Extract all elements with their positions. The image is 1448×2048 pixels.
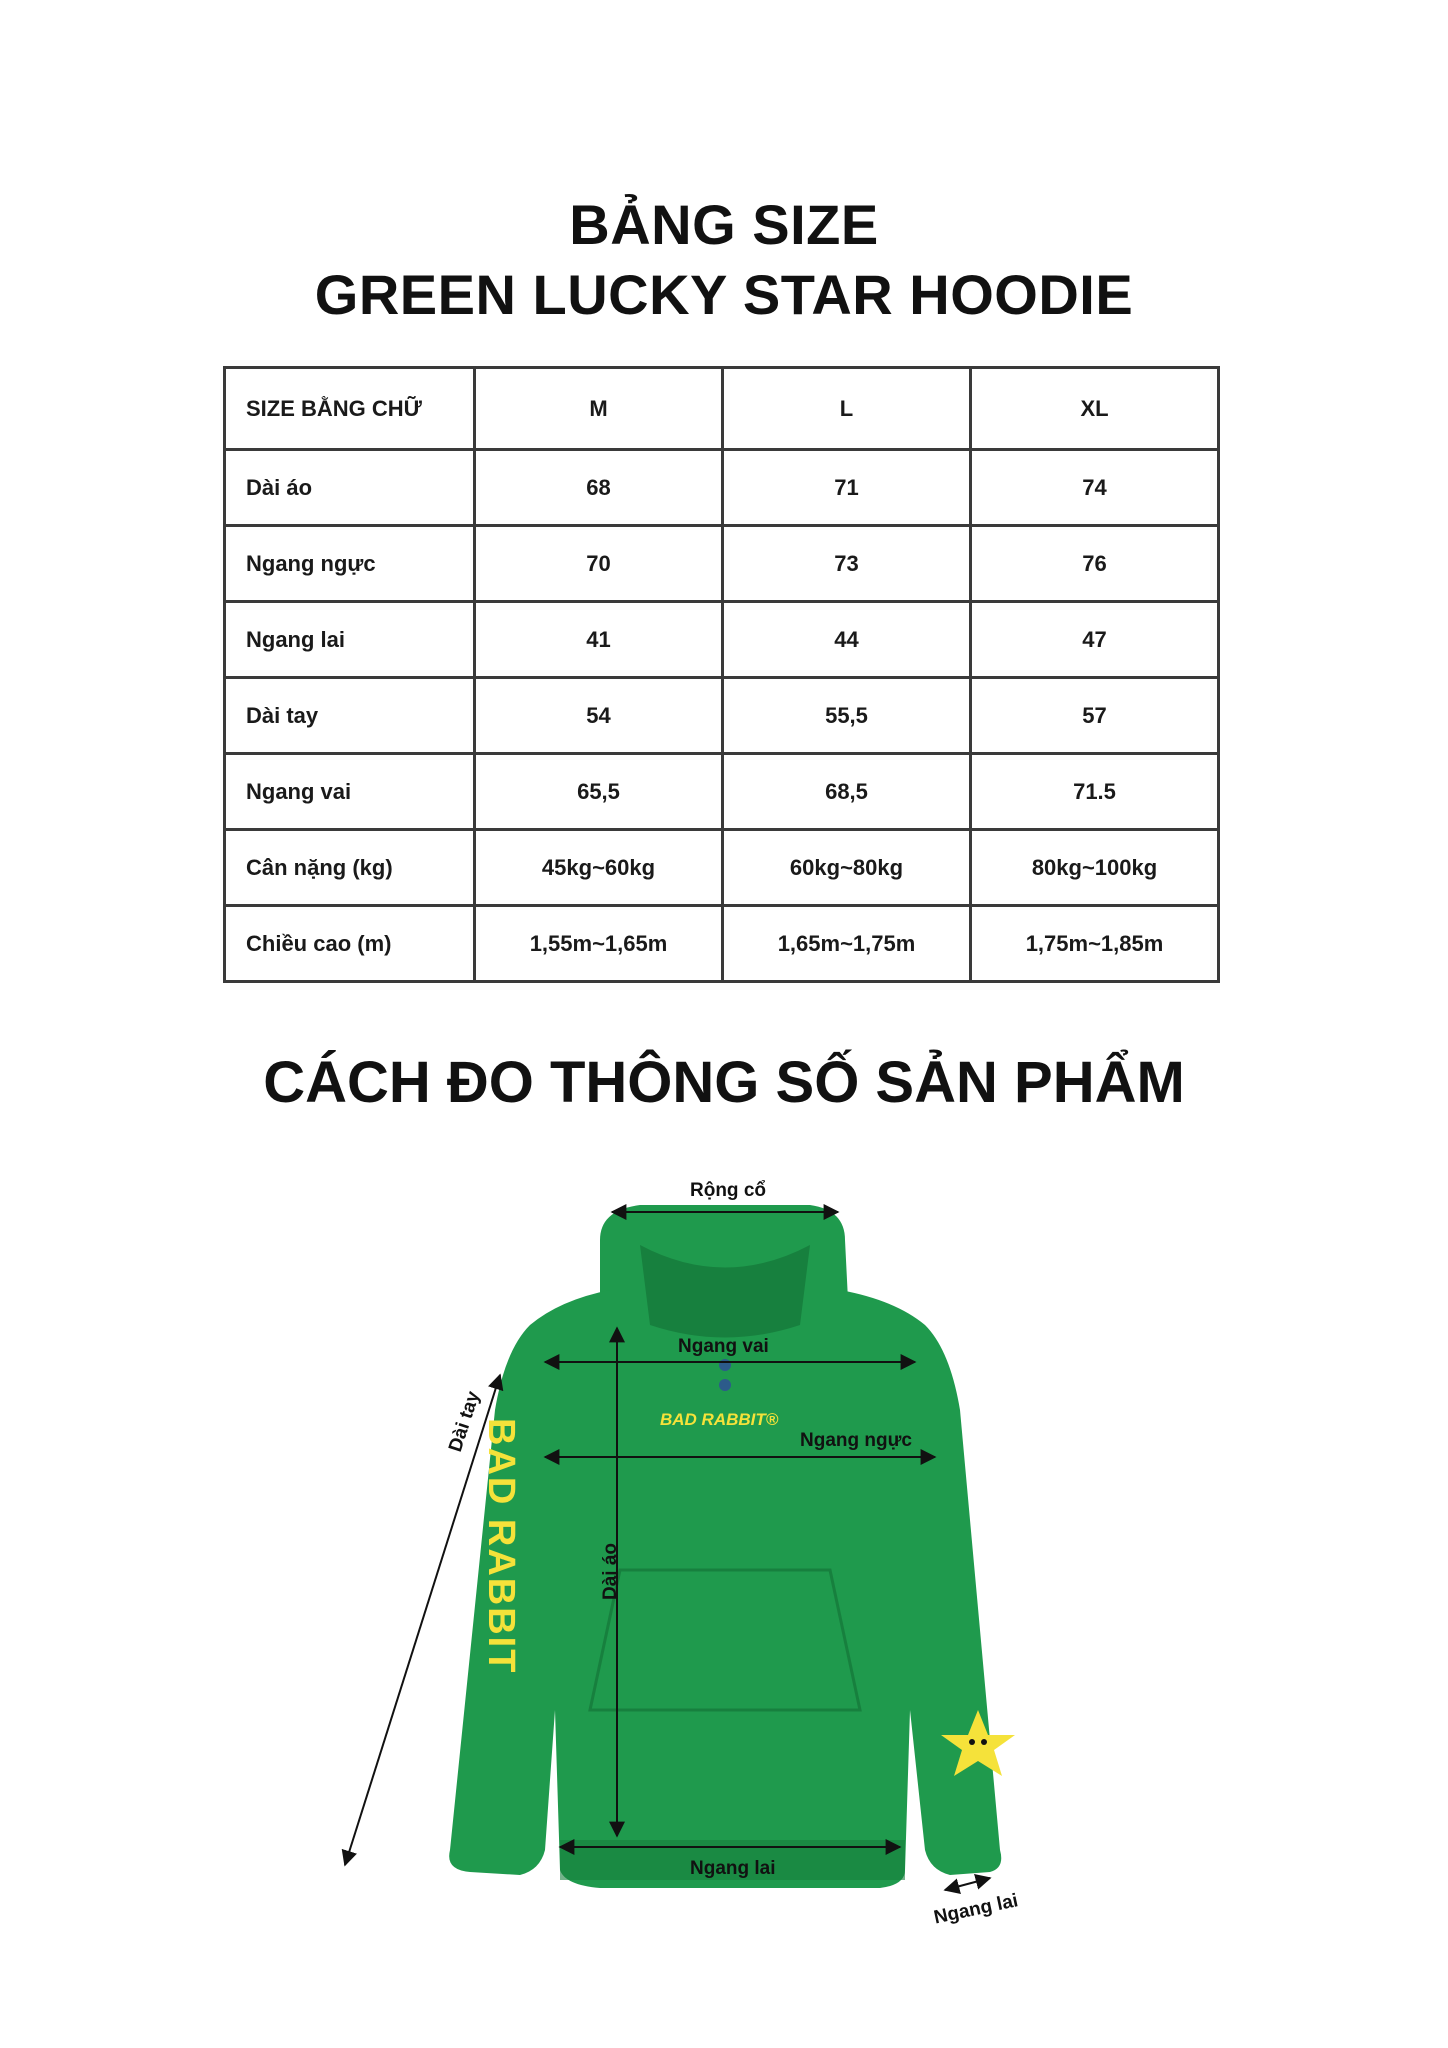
table-cell: 71.5 (971, 754, 1219, 830)
hoodie-illustration (0, 1150, 1448, 1950)
title-line-1: BẢNG SIZE (569, 193, 879, 256)
row-label: Chiều cao (m) (225, 906, 475, 982)
table-cell: 54 (475, 678, 723, 754)
table-row (225, 830, 1219, 906)
table-cell: 55,5 (723, 678, 971, 754)
snap-button (719, 1379, 731, 1391)
measure-section-title: CÁCH ĐO THÔNG SỐ SẢN PHẨM (263, 1050, 1185, 1115)
table-cell: 1,55m~1,65m (475, 906, 723, 982)
row-label: Ngang lai (225, 602, 475, 678)
table-cell: 45kg~60kg (475, 830, 723, 906)
table-cell: 1,75m~1,85m (971, 906, 1219, 982)
size-table (223, 366, 1220, 983)
label-chest: Ngang ngực (800, 1430, 912, 1451)
row-label: Dài áo (225, 450, 475, 526)
header-cell: L (723, 368, 971, 450)
snap-button (719, 1359, 731, 1371)
row-label: Ngang vai (225, 754, 475, 830)
arrow-cuff (945, 1878, 990, 1890)
label-hem: Ngang lai (690, 1858, 776, 1879)
table-cell: 60kg~80kg (723, 830, 971, 906)
label-cuff: Ngang lai (932, 1890, 1021, 1929)
table-row (225, 450, 1219, 526)
star-eye (981, 1739, 987, 1745)
table-cell: 1,65m~1,75m (723, 906, 971, 982)
header-cell: XL (971, 368, 1219, 450)
label-shoulder: Ngang vai (678, 1336, 769, 1357)
table-cell: 44 (723, 602, 971, 678)
label-neck: Rộng cổ (690, 1180, 766, 1201)
table-row (225, 526, 1219, 602)
label-length: Dài áo (600, 1542, 621, 1600)
table-cell: 47 (971, 602, 1219, 678)
hoodie-diagram (0, 1150, 1448, 1950)
row-label: Dài tay (225, 678, 475, 754)
table-cell: 68,5 (723, 754, 971, 830)
star-eye (969, 1739, 975, 1745)
table-cell: 76 (971, 526, 1219, 602)
header-cell: M (475, 368, 723, 450)
table-row (225, 602, 1219, 678)
page-title (0, 190, 1448, 330)
header-cell: SIZE BẰNG CHỮ (225, 368, 475, 450)
hoodie-shape (449, 1205, 1015, 1888)
table-cell: 71 (723, 450, 971, 526)
table-cell: 73 (723, 526, 971, 602)
table-cell: 68 (475, 450, 723, 526)
table-cell: 41 (475, 602, 723, 678)
row-label: Cân nặng (kg) (225, 830, 475, 906)
table-cell: 80kg~100kg (971, 830, 1219, 906)
table-header-row (225, 368, 1219, 450)
table-row (225, 754, 1219, 830)
chest-logo: BAD RABBIT® (660, 1410, 779, 1429)
row-label: Ngang ngực (225, 526, 475, 602)
table-row (225, 678, 1219, 754)
label-sleeve: Dài tay (445, 1388, 485, 1455)
table-cell: 57 (971, 678, 1219, 754)
table-row (225, 906, 1219, 982)
table-cell: 74 (971, 450, 1219, 526)
sleeve-print: BAD RABBIT (480, 1418, 522, 1675)
table-cell: 65,5 (475, 754, 723, 830)
title-line-2: GREEN LUCKY STAR HOODIE (314, 263, 1134, 326)
table-cell: 70 (475, 526, 723, 602)
